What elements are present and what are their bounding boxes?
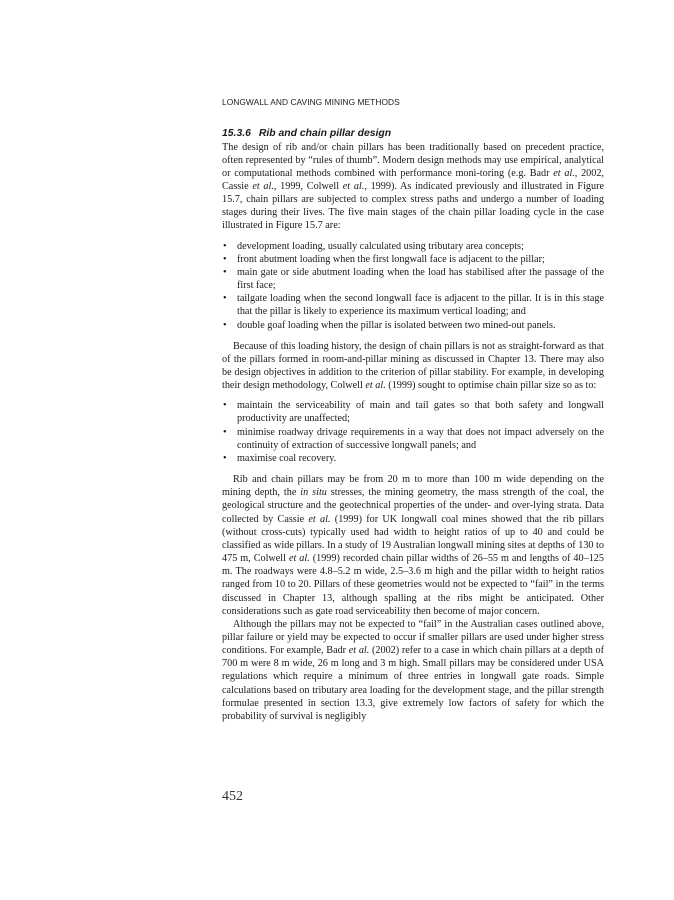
paragraph-loading-history: Because of this loading history, the design of chain pillars is not as straight-forward as that of the pillars formed in room-and-pillar mining as discussed in Chapter 13. There may also be design objectives in addition to the criterion of pillar stability. For example, in developing their design methodology, Colwell et al. (1999) sought to optimise chain pillar size so as to: [222,340,604,392]
loading-stages-list [222,240,604,332]
list-item: • tailgate loading when the second longwall face is adjacent to the pillar. It is in this stage that the pillar is likely to experience its maximum vertical loading; and [223,293,604,318]
section-title: Rib and chain pillar design [258,128,392,139]
section-heading [222,127,604,141]
list-item: • front abutment loading when the first longwall face is adjacent to the pillar; [223,253,545,265]
paragraph-pillar-failure: Although the pillars may not be expected to “fail” in the Australian cases outlined above, pillar failure or yield may be expected to occur if smaller pillars are used under higher stress conditions. For example, Badr et al. (2002) refer to a case in which chain pillars at a depth of 700 m were 8 m wide, 26 m long and 3 m high. Small pillars may be considered under USA regulations which require a minimum of three entries in longwall gate roads. Simple calculations based on tributary area loading for the development stage, and the pillar strength formulae presented in section 13.3, give extremely low factors of safety for which the probability of survival is negligibly [222,618,604,722]
page-body [222,124,604,723]
list-item: • minimise roadway drivage requirements in a way that does not impact adversely on the continuity of extraction of successive longwall panels; and [223,426,604,451]
paragraph-pillar-dimensions: Rib and chain pillars may be from 20 m to more than 100 m wide depending on the mining depth, the in situ stresses, the mining geometry, the mass strength of the coal, the geological structure and the geotechnical properties of the under- and over-lying strata. Data collected by Cassie et al. (1999) for UK longwall coal mines showed that the rib pillars (without cross-cuts) typically used had width to height ratios of up to 40 and could be classified as wide pillars. In a study of 19 Australian longwall mining sites at depths of 130 to 475 m, Colwell et al. (1999) recorded chain pillar widths of 26–55 m and lengths of 40–125 m. The roadways were 4.8–5.2 m wide, 2.5–3.6 m high and the pillar width to height ratios ranged from 10 to 20. Pillars of these geometries would not be expected to “fail” in the terms discussed in Chapter 13, although spalling at the ribs might be anticipated. Other considerations such as gate road serviceability then become of major concern. [222,474,604,617]
page-number: 452 [222,789,243,804]
list-item: • double goaf loading when the pillar is isolated between two mined-out panels. [223,319,556,331]
list-item: • maximise coal recovery. [223,452,337,464]
intro-paragraph: The design of rib and/or chain pillars has been traditionally based on precedent practice, often represented by “rules of thumb”. Modern design methods may use empirical, analytical or computational methods combined with performance moni-toring (e.g. Badr et al., 2002, Cassie et al., 1999, Colwell et al., 1999). As indicated previously and illustrated in Figure 15.7, chain pillars are subjected to complex stress paths and undergo a number of loading stages during their lives. The five main stages of the chain pillar loading cycle in the case illustrated in Figure 15.7 are: [222,141,604,232]
running-header: LONGWALL AND CAVING MINING METHODS [222,97,400,107]
design-objectives-list [222,399,604,465]
list-item: • main gate or side abutment loading when the load has stabilised after the passage of the first face; [223,266,604,292]
section-number: 15.3.6 [222,128,251,139]
list-item: • development loading, usually calculated using tributary area concepts; [223,240,524,252]
list-item: • maintain the serviceability of main and tail gates so that both safety and longwall productivity are unaffected; [223,400,604,425]
